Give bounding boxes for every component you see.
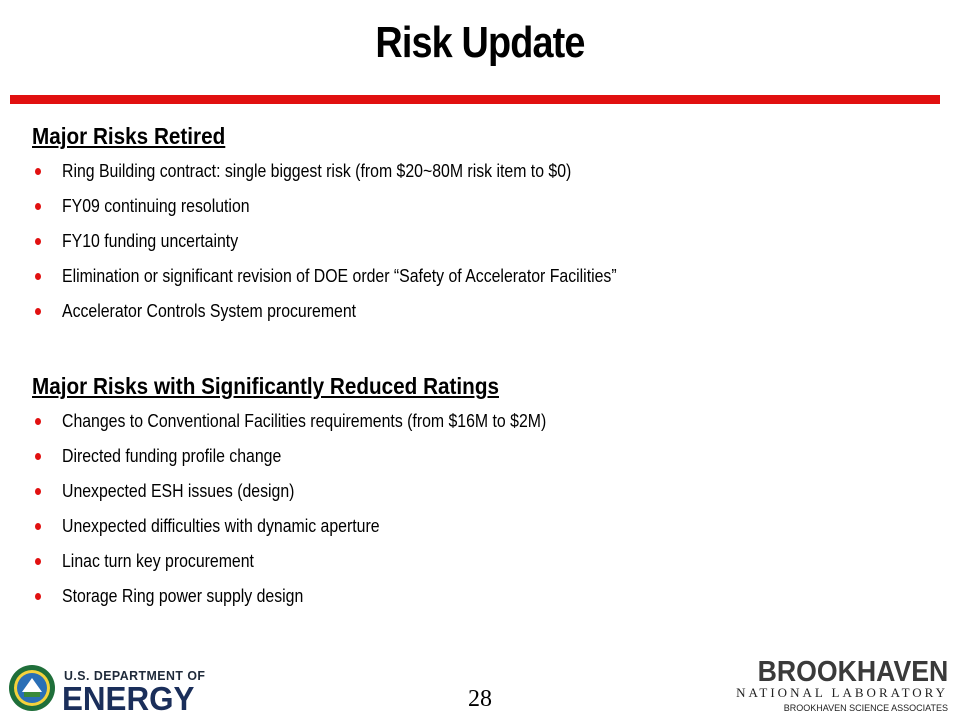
national-laboratory-label: NATIONAL LABORATORY [736, 685, 948, 700]
bullet-dot-icon [35, 453, 41, 460]
bullet-list [32, 404, 612, 614]
bullet-item: Ring Building contract: single biggest risk (from $20~80M risk item to $0) [32, 154, 692, 189]
doe-seal-icon [8, 664, 56, 712]
bullet-dot-icon [35, 558, 41, 565]
section-heading: Major Risks Retired [32, 123, 226, 149]
bullet-dot-icon [35, 238, 41, 245]
section-risks-retired [32, 118, 692, 329]
bullet-dot-icon [35, 593, 41, 600]
bullet-dot-icon [35, 203, 41, 210]
bullet-dot-icon [35, 523, 41, 530]
doe-logo [8, 664, 208, 716]
brookhaven-logo [738, 656, 948, 716]
bullet-item: FY10 funding uncertainty [32, 224, 692, 259]
bullet-item: Storage Ring power supply design [32, 579, 612, 614]
section-risks-reduced [32, 368, 612, 614]
bullet-dot-icon [35, 488, 41, 495]
bullet-dot-icon [35, 418, 41, 425]
title-divider [10, 95, 940, 104]
slide-title: Risk Update [375, 18, 585, 67]
bullet-item: Linac turn key procurement [32, 544, 612, 579]
page-number: 28 [468, 686, 492, 712]
bullet-item: Accelerator Controls System procurement [32, 294, 692, 329]
bullet-item: Directed funding profile change [32, 439, 612, 474]
bullet-item: FY09 continuing resolution [32, 189, 692, 224]
bullet-item: Unexpected ESH issues (design) [32, 474, 612, 509]
section-heading: Major Risks with Significantly Reduced Ratings [32, 373, 499, 399]
bullet-list [32, 154, 692, 329]
bullet-item: Elimination or significant revision of DOE order “Safety of Accelerator Facilities” [32, 259, 692, 294]
bullet-dot-icon [35, 168, 41, 175]
doe-energy-label: ENERGY [62, 680, 195, 717]
doe-department-label: U.S. DEPARTMENT OF [64, 668, 206, 683]
brookhaven-wordmark: BROOKHAVEN [757, 656, 948, 688]
science-associates-label: BROOKHAVEN SCIENCE ASSOCIATES [783, 703, 948, 713]
bullet-dot-icon [35, 308, 41, 315]
bullet-item: Unexpected difficulties with dynamic aperture [32, 509, 612, 544]
bullet-item: Changes to Conventional Facilities requirements (from $16M to $2M) [32, 404, 612, 439]
bullet-dot-icon [35, 273, 41, 280]
